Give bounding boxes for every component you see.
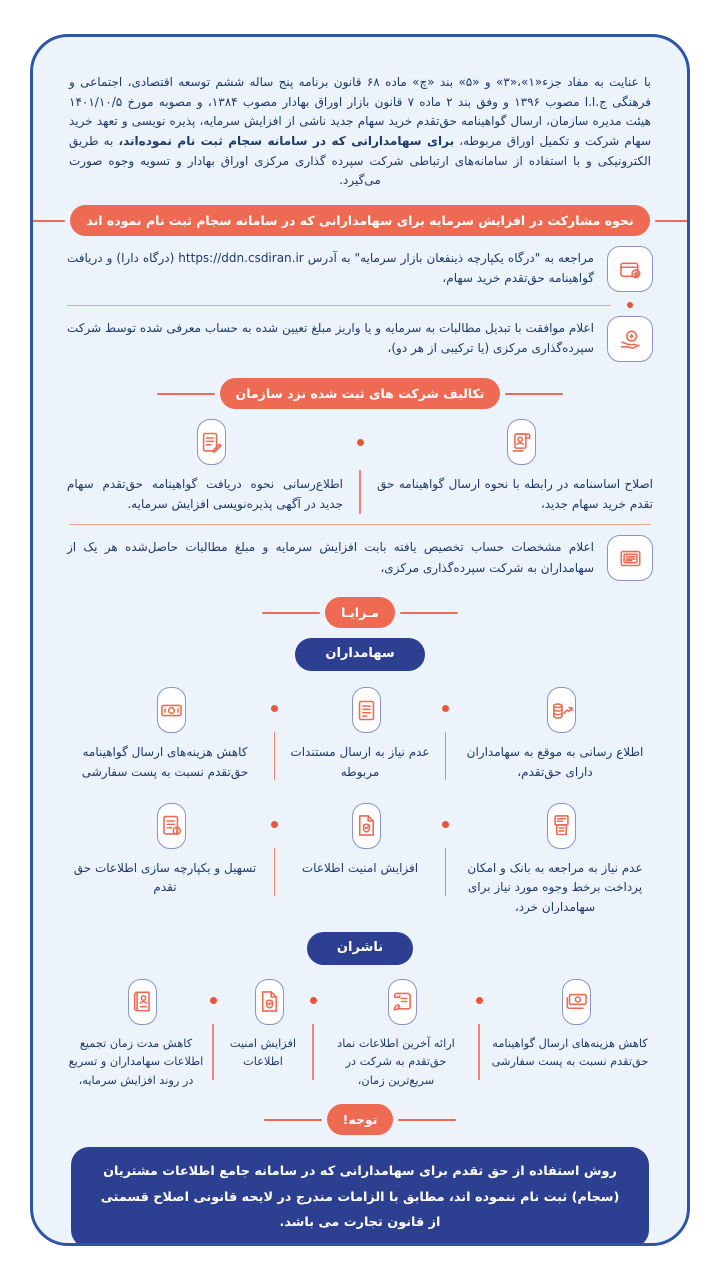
benefit-item [487, 979, 653, 1072]
document-shield-icon [352, 803, 381, 849]
header-line [30, 220, 65, 222]
separator-line [212, 1024, 214, 1080]
header-line [398, 1119, 456, 1121]
benefit-item [457, 687, 653, 782]
section-header-benefits [67, 597, 653, 628]
separator-dot [357, 439, 364, 446]
benefit-text: کاهش هزینه‌های ارسال گواهینامه حق‌تقدم نسبت به پست سفارشی [81, 745, 249, 779]
notice-box: روش استفاده از حق تقدم برای سهامدارانی که در سامانه جامع اطلاعات مشتریان (سجام) ثبت نام ننموده اند، مطابق با الزامات مندرج در لایحه قانونی اصلاح قسمتی از قانون تجارت می باشد. [71, 1147, 649, 1246]
separator-line [445, 848, 447, 896]
header-line [264, 1119, 322, 1121]
banknote-icon [157, 687, 186, 733]
separator-line [312, 1024, 314, 1080]
section-title-badge: توجه! [327, 1104, 394, 1135]
document-list-icon [352, 687, 381, 733]
section-header-notice [67, 1104, 653, 1135]
header-line [505, 393, 563, 395]
scroll-pen-icon [388, 979, 417, 1025]
divider-dot [627, 302, 633, 308]
intro-text-bold: برای سهامدارانی که در سامانه سجام ثبت نام نموده‌اند، [118, 134, 455, 149]
column-separator [439, 687, 453, 780]
issuers-pill: ناشران [307, 932, 413, 965]
benefit-text: کاهش هزینه‌های ارسال گواهینامه حق‌تقدم نسبت به پست سفارشی [491, 1036, 649, 1069]
intro-text-before: با عنایت به مفاد جزء«۱»،«۳» و «۵» بند «چ» ماده ۶۸ قانون برنامه پنج ساله ششم توسعه اقتصادی، اجتماعی و فرهنگی ج.ا.ا مصوب ۱۳۹۶ و وفق بند ۲ ماده ۷ قانون بازار اوراق بهادار مصوب ۱۳۸۴، و مصوبه مورخ ۱۴۰۱/۱۰/۵ هیئت مدیره سازمان، ارسال گواهینامه حق‌تقدم خرید سهام جدید ناشی از افزایش سرمایه، پذیره نویسی و تعهد خرید سهام شرکت و تکمیل اوراق مربوطه، [69, 75, 652, 149]
benefit-text: افزایش امنیت اطلاعات [301, 860, 419, 875]
separator-line [274, 732, 276, 780]
document-pen-icon [197, 419, 226, 465]
duty-column [67, 419, 343, 514]
item-text: اصلاح اساسنامه در رابطه با نحوه ارسال گواهینامه حق تقدم خرید سهام جدید، [377, 477, 653, 511]
benefit-item [286, 803, 434, 879]
intro-text-after: به طریق الکترونیکی و با استفاده از سامانه‌های ارتباطی شرکت سپرده گذاری مرکزی اوراق بهادار و تسویه وجوه صورت می‌گیرد. [69, 134, 651, 188]
coins-chart-icon [547, 687, 576, 733]
intro-paragraph [69, 73, 651, 191]
item-divider [67, 302, 653, 308]
separator-line [478, 1024, 480, 1080]
separator-dot [476, 997, 483, 1004]
document-shield-icon [255, 979, 284, 1025]
horizontal-divider [69, 524, 651, 525]
benefit-text: کاهش مدت زمان تجمیع اطلاعات سهامداران و تسریع در روند افزایش سرمایه، [68, 1036, 204, 1087]
separator-line [445, 732, 447, 780]
list-item [67, 316, 653, 364]
benefit-text: تسهیل و یکپارچه سازی اطلاعات حق تقدم [73, 860, 257, 895]
benefit-item [67, 803, 263, 898]
column-separator [306, 979, 320, 1080]
section-title-badge: نحوه مشارکت در افزایش سرمایه برای سهامدارانی که در سامانه سجام ثبت نام نموده اند [70, 205, 649, 236]
shareholders-pill: سهامداران [295, 638, 424, 671]
shareholders-benefits-row2 [67, 803, 653, 918]
section-header-duties [67, 378, 653, 409]
column-separator [439, 803, 453, 896]
section-header-participation [67, 205, 653, 236]
benefit-item [67, 979, 205, 1091]
banknotes-icon [562, 979, 591, 1025]
column-separator [268, 803, 282, 896]
section-title-badge: مـزایـا [325, 597, 395, 628]
infographic-card [30, 34, 690, 1246]
separator-dot [271, 705, 278, 712]
separator-dot [442, 821, 449, 828]
benefit-item [321, 979, 471, 1091]
list-item [67, 246, 653, 294]
benefit-item [67, 687, 263, 782]
column-separator [472, 979, 486, 1080]
item-text: مراجعه به "درگاه یکپارچه ذینفعان بازار سرمایه" به آدرس https://ddn.csdiran.ir (درگاه دارا) و دریافت گواهینامه حق‌تقدم خرید سهام، [67, 251, 594, 286]
atm-icon [547, 803, 576, 849]
separator-dot [210, 997, 217, 1004]
separator-dot [271, 821, 278, 828]
divider-line [67, 305, 611, 306]
section-title-badge: تکالیف شرکت های ثبت شده نزد سازمان [220, 378, 501, 409]
benefit-text: ارائه آخرین اطلاعات نماد حق‌تقدم به شرکت در سریع‌ترین زمان، [337, 1036, 455, 1087]
benefit-text: عدم نیاز به ارسال مستندات مربوطه [290, 745, 430, 779]
item-text: اعلام مشخصات حساب تخصیص یافته بابت افزایش سرمایه و مبلغ مطالبات حاصل‌شده هر یک از سهامداران به شرکت سپرده‌گذاری مرکزی، [67, 540, 594, 575]
duty-column [377, 419, 653, 514]
issuers-benefits-row [67, 979, 653, 1091]
header-line [655, 220, 690, 222]
shareholders-benefits-row1 [67, 687, 653, 782]
benefit-item [457, 803, 653, 918]
header-line [400, 612, 458, 614]
separator-dot [442, 705, 449, 712]
certificate-icon [607, 535, 653, 581]
list-item [67, 535, 653, 583]
scroll-person-icon [507, 419, 536, 465]
benefit-item [286, 687, 434, 782]
header-line [157, 393, 215, 395]
wallet-icon [607, 246, 653, 292]
benefit-text: افزایش امنیت اطلاعات [229, 1036, 297, 1069]
separator-line [359, 470, 361, 514]
duties-columns [67, 419, 653, 514]
separator-dot [310, 997, 317, 1004]
item-text: اعلام موافقت با تبدیل مطالبات به سرمایه و یا واریز مبلغ تعیین شده به حساب معرفی شده توسط شرکت سپرده‌گذاری مرکزی (یا ترکیبی از هر دو)، [67, 321, 594, 356]
column-separator [206, 979, 220, 1080]
header-line [262, 612, 320, 614]
benefit-text: اطلاع رسانی به موقع به سهامداران دارای حق‌تقدم، [466, 745, 644, 779]
item-text: اطلاع‌رسانی نحوه دریافت گواهینامه حق‌تقدم سهام جدید در آگهی پذیره‌نویسی افزایش سرمایه. [67, 477, 343, 511]
benefit-item [221, 979, 305, 1072]
ledger-icon [128, 979, 157, 1025]
separator-line [274, 848, 276, 896]
hand-coin-icon [607, 316, 653, 362]
column-separator [268, 687, 282, 780]
document-info-icon [157, 803, 186, 849]
benefit-text: عدم نیاز به مراجعه به بانک و امکان پرداخت برخط وجوه مورد نیاز برای سهامداران خرد، [467, 860, 643, 914]
column-separator [343, 419, 377, 514]
